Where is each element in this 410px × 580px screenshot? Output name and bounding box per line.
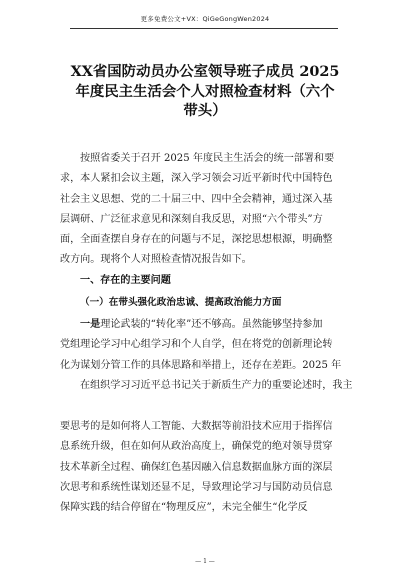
text-line: 技术革新全过程、确保红色基因融入信息数据血脉方面的深层: [60, 461, 333, 473]
text-line: [60, 315, 358, 335]
text-line: 党组理论学习中心组学习和个人自学，但在将党的创新理论转: [60, 339, 333, 351]
text-line: 改方向。现将个人对照检查情况报告如下。: [60, 254, 252, 266]
body-paragraph-continued: [60, 417, 358, 518]
text-fragment: 理论武装的“转化率”还不够高。虽然能够坚持参加: [100, 319, 323, 330]
text-line: 次思考和系统性谋划还显不足，导致理论学习与国防动员信息: [60, 481, 333, 493]
text-line: 层调研、广泛征求意见和深刻自我反思，对照“六个带头”方: [60, 213, 323, 225]
document-title: [60, 62, 350, 121]
text-line: 息系统升级，但在如何从政治高度上，确保党的绝对领导贯穿: [60, 441, 333, 453]
text-line: 按照省委关于召开 2025 年度民主生活会的统一部署和要: [80, 153, 335, 164]
title-line: XX省国防动员办公室领导班子成员 2025: [70, 63, 340, 80]
text-line: 面，全面查摆自身存在的问题与不足，深挖思想根源，明确整: [60, 234, 333, 246]
title-line: 带头）: [183, 102, 227, 119]
page-number: — 1 —: [195, 558, 215, 565]
text-line: 化为谋划分管工作的具体思路和举措上，还存在差距。2025 年: [60, 359, 342, 371]
text-line: 保障实践的结合停留在“物理反应”，未完全催生“化学反: [60, 502, 308, 514]
title-line: 年度民主生活会个人对照检查材料（六个: [75, 82, 335, 100]
header-banner: 更多免费公文+VX：QiGeGongWen2024: [140, 15, 270, 23]
subsection-heading: （一）在带头强化政治忠诚、提高政治能力方面: [80, 297, 282, 308]
text-line: 在组织学习习近平总书记关于新质生产力的重要论述时，我主: [80, 379, 353, 391]
paragraph-lead: 一是: [80, 319, 101, 330]
section-heading: 一、存在的主要问题: [80, 275, 171, 286]
header-divider: [70, 28, 338, 29]
text-line: 社会主义思想、党的二十届三中、四中全会精神，通过深入基: [60, 193, 333, 205]
text-line: 求，本人紧扣会议主题，深入学习领会习近平新时代中国特色: [60, 173, 333, 185]
text-line: 要思考的是如何将人工智能、大数据等前沿技术应用于指挥信: [60, 421, 333, 432]
intro-paragraph: [60, 149, 358, 271]
body-paragraph: [60, 315, 358, 396]
